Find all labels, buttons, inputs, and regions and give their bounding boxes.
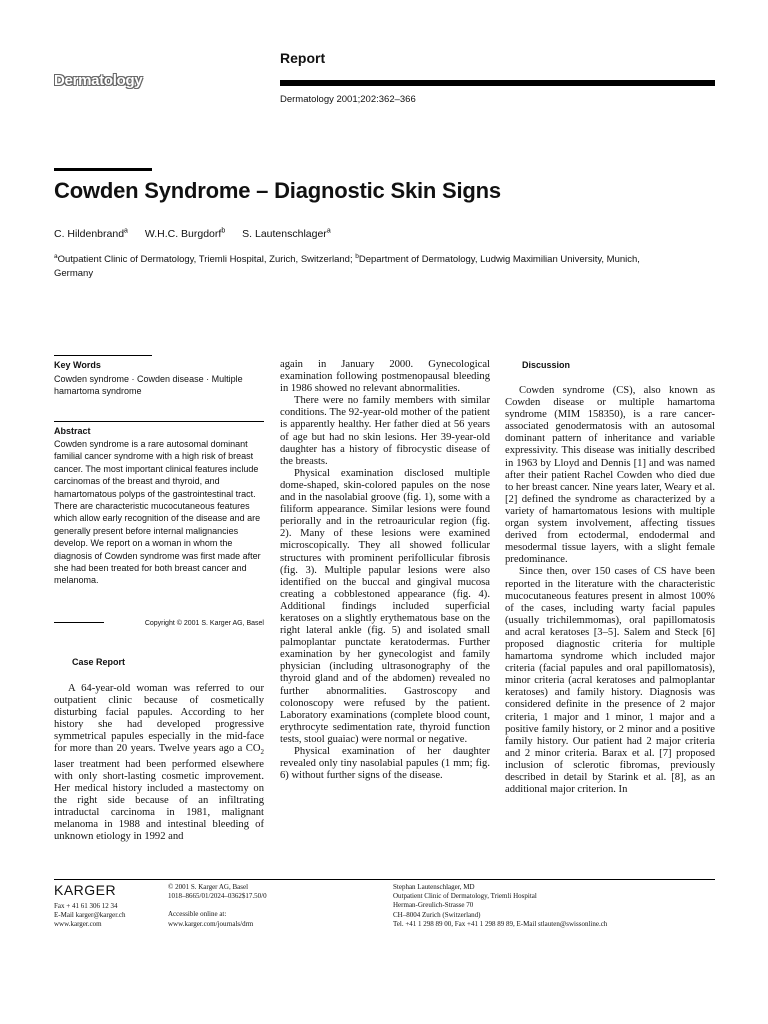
correspondence-contact[interactable]: Tel. +41 1 298 89 00, Fax +41 1 298 89 89, E-Mail stlauten@swissonline.ch: [393, 919, 608, 928]
section-label: Report: [280, 50, 326, 66]
case-report-heading: Case Report: [72, 657, 126, 667]
paragraph: Physical examination of her daughter revealed only tiny nasolabial papules (1 mm; fig. 6) without further signs of the disease.: [280, 746, 490, 782]
publisher-email-link[interactable]: E-Mail karger@karger.ch: [54, 911, 126, 920]
abstract-text: Cowden syndrome is a rare autosomal dominant familial cancer syndrome with a high risk of breast cancer. The most important clinical features include carcinomas of the breast and thyroid, and hamartomatous polyps of the gastrointestinal tract. There are characteristic mucocutaneous features which allow early recognition of the disease and are generally present before internal malignancies develop. We report on a woman in whom the diagnosis of Cowden syndrome was first made after she had been treated for both breast cancer and melanoma.: [54, 439, 261, 586]
keywords-text: Cowden syndrome · Cowden disease · Multiple hamartoma syndrome: [54, 374, 243, 397]
abstract-heading: Abstract: [54, 426, 91, 436]
paragraph: A 64-year-old woman was referred to our outpatient clinic because of cosmetically disturbing facial papules. According to her history she had developed progressive symmetrical papules especially in the mid-face for more than 20 years. Twelve years ago a $CO_2$ laser treatment had been performed elsewhere with only short-lasting cosmetic improvement. Her medical history included a mastectomy on the right side because of an infiltrating intraductal carcinoma in 1981, malignant melanoma in 1988 and intestinal bleeding of unknown etiology in 1992 and: [54, 683, 264, 843]
publisher-contact: Fax + 41 61 306 12 34 E-Mail karger@karger.ch www.karger.com: [54, 902, 126, 929]
header-rule: [280, 80, 715, 86]
author: W.H.C. Burgdorf$^b$: [144, 227, 226, 240]
paragraph: Physical examination disclosed multiple dome-shaped, skin-colored papules on the nose and in the nasolabial groove (fig. 1), some with a filiform appearance. Similar lesions were found periorally and in the retroauricular region (fig. 2). Many of these lesions were examined microscopically. They all showed follicular structures with prominent perifollicular fibrosis (fig. 3). Multiple papular lesions were also identified on the buccal and gingival mucosa creating a cobblestoned appearance (fig. 4). Additional findings included superficial keratoses on a slightly erythematous base on the right lateral ankle (fig. 5) and isolated small palmoplantar punctate keratodermas. Further examination by her gynecologist and family physician (including ultrasonography of the thyroid gland and of the abdomen) revealed no further abnormalities. Gastroscopy and colonoscopy were refused by the patient. Laboratory examinations (complete blood count, erythrocyte sedimentation rate, thyroid function tests, stool guaiac) were normal or negative.: [280, 467, 490, 745]
discussion-body: [505, 385, 715, 796]
publisher-web-link[interactable]: www.karger.com: [54, 920, 102, 929]
abstract-copyright: Copyright © 2001 S. Karger AG, Basel: [144, 620, 264, 627]
middle-column: [280, 359, 490, 782]
citation: Dermatology 2001;202:362–366: [280, 94, 416, 105]
case-report-body: [54, 683, 264, 843]
paragraph: Since then, over 150 cases of CS have been reported in the literature with the characteristic mucocutaneous features present in almost 100% of the cases, including warty facial papules (usually trichilemmomas), oral papillomatosis and acral keratoses [3–5]. Salem and Steck [6] proposed diagnostic criteria for multiple hamartoma syndrome which included major criteria (facial papules and oral papillomatosis), minor criteria (acral keratoses and palmoplantar keratoses) and family history. Diagnosis was considered definite in the presence of 2 major criteria, 1 major and 1 minor, 1 major and a positive family history, or 2 minor and a positive family history. Our patient had 2 major criteria and 2 minor criteria. Barax et al. [7] proposed inclusion of sclerotic fibromas, previously described in detail by Starink et al. [8], as an additional major criterion. In: [505, 566, 715, 796]
author: S. Lautenschlager$^a$: [242, 227, 331, 240]
abstract-rule: [54, 421, 264, 422]
keywords-rule: [54, 355, 152, 356]
article-copyright: © 2001 S. Karger AG, Basel 1018–8665/01/2024–0362$17.50/0 Accessible online at: www.karger.com/journals/drm: [168, 883, 267, 928]
paragraph: Cowden syndrome (CS), also known as Cowden disease or multiple hamartoma syndrome (MIM 158350), is a rare cancer-associated genodermatosis with an autosomal dominant pattern of inheritance and variable expressivity. This disease was initially described in 1963 by Lloyd and Dennis [1] and was named after their patient Rachel Cowden who died due to her breast cancer. Nine years later, Weary et al. [2] defined the syndrome as characterized by a variety of hamartomatous lesions with multiple organ system involvement, affecting tissues derived from ectodermal, endodermal and mesodermal tissue layers, with a slight female predominance.: [505, 385, 715, 566]
correspondence: Stephan Lautenschlager, MD Outpatient Clinic of Dermatology, Triemli Hospital Herman-Greulich-Strasse 70 CH–8004 Zurich (Switzerland) Tel. +41 1 298 89 00, Fax +41 1 298 89 89, E-Mail stlauten@swissonline.ch: [393, 883, 608, 928]
article-title: Cowden Syndrome – Diagnostic Skin Signs: [54, 178, 501, 203]
title-rule: [54, 168, 152, 171]
paragraph: There were no family members with similar conditions. The 92-year-old mother of the patient is apparently healthy. Her father died at 56 years of age but had no skin lesions. Her 39-year-old daughter has a history of fibrocystic disease of the breasts.: [280, 395, 490, 467]
discussion-heading: Discussion: [522, 360, 571, 370]
journal-logo: Dermatology: [54, 72, 143, 89]
publisher-logo: KARGER: [54, 882, 117, 898]
paragraph: again in January 2000. Gynecological examination following postmenopausal bleeding in 1986 showed no relevant abnormalities.: [280, 359, 490, 395]
footer-rule: [54, 879, 715, 880]
keywords-heading: Key Words: [54, 360, 101, 370]
online-access-link[interactable]: www.karger.com/journals/drm: [168, 919, 254, 928]
author: C. Hildenbrand$^a$: [54, 227, 128, 240]
author-list: [54, 227, 345, 240]
affiliations: $^a$Outpatient Clinic of Dermatology, Triemli Hospital, Zurich, Switzerland; $^b$Department of Dermatology, Ludwig Maximilian University, Munich, Germany: [54, 253, 640, 280]
